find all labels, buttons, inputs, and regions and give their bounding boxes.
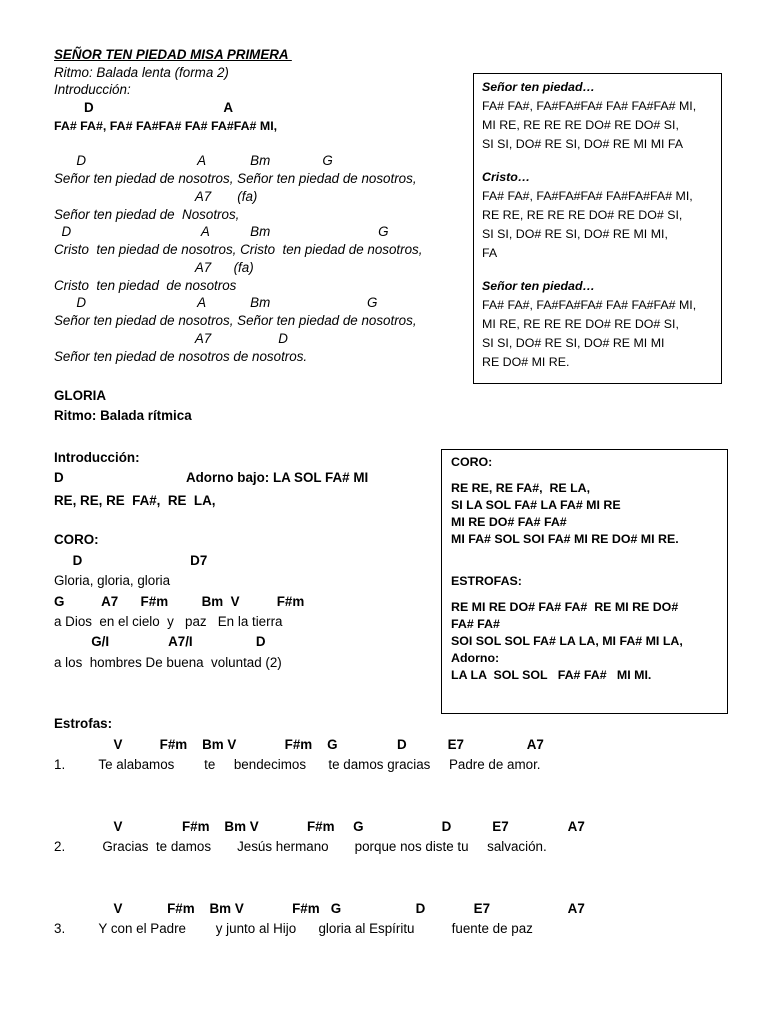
box1-line: FA# FA#, FA#FA#FA# FA# FA#FA# MI, bbox=[482, 99, 697, 113]
box2-coro-line: MI FA# SOL SOI FA# MI RE DO# MI RE. bbox=[451, 532, 679, 546]
box2-coro-line: MI RE DO# FA# FA# bbox=[451, 515, 567, 529]
box1-heading: Cristo… bbox=[482, 170, 531, 184]
box2-estrofas-heading: ESTROFAS: bbox=[451, 574, 522, 588]
gloria-estrofas-label: Estrofas: bbox=[54, 716, 113, 731]
box1-line: RE RE, RE RE RE DO# RE DO# SI, bbox=[482, 208, 683, 222]
box1-line: FA bbox=[482, 246, 498, 260]
chord-line: D A Bm G bbox=[54, 153, 333, 168]
verse-lyrics: 1. Te alabamos te bendecimos te damos gracias Padre de amor. bbox=[54, 757, 541, 772]
gloria-intro-chords: D Adorno bajo: LA SOL FA# MI bbox=[54, 470, 369, 485]
senor-intro-notes: FA# FA#, FA# FA#FA# FA# FA#FA# MI, bbox=[54, 119, 278, 133]
senor-intro-label: Introducción: bbox=[54, 82, 131, 97]
box1-line: SI SI, DO# RE SI, DO# RE MI MI bbox=[482, 336, 665, 350]
lyric-line: a los hombres De buena voluntad (2) bbox=[54, 655, 282, 670]
lyric-line: Cristo ten piedad de nosotros bbox=[54, 278, 237, 293]
gloria-ritmo: Ritmo: Balada rítmica bbox=[54, 408, 192, 423]
senor-intro-chords: D A bbox=[84, 100, 234, 115]
box1-line: FA# FA#, FA#FA#FA# FA# FA#FA# MI, bbox=[482, 298, 697, 312]
lyric-line: Señor ten piedad de nosotros de nosotros. bbox=[54, 349, 308, 364]
lyric-line: Señor ten piedad de Nosotros, bbox=[54, 207, 240, 222]
lyric-line: Señor ten piedad de nosotros, Señor ten piedad de nosotros, bbox=[54, 313, 417, 328]
chord-line: G A7 F#m Bm V F#m bbox=[54, 594, 305, 609]
box1-line: MI RE, RE RE RE DO# RE DO# SI, bbox=[482, 118, 679, 132]
box1-line: MI RE, RE RE RE DO# RE DO# SI, bbox=[482, 317, 679, 331]
chord-line: A7 (fa) bbox=[54, 189, 258, 204]
box2-estrofas-line: RE MI RE DO# FA# FA# RE MI RE DO# bbox=[451, 600, 679, 614]
box2-estrofas-line: Adorno: bbox=[451, 651, 500, 665]
box2-estrofas-line: SOI SOL SOL FA# LA LA, MI FA# MI LA, bbox=[451, 634, 683, 648]
lyric-line: a Dios en el cielo y paz En la tierra bbox=[54, 614, 283, 629]
box2-coro-heading: CORO: bbox=[451, 455, 493, 469]
box2-estrofas-line: LA LA SOL SOL FA# FA# MI MI. bbox=[451, 668, 652, 682]
verse-chords: V F#m Bm V F#m G D E7 A7 bbox=[54, 737, 544, 752]
box1-heading: Señor ten piedad… bbox=[482, 279, 595, 293]
senor-notes-box bbox=[473, 73, 722, 384]
verse-lyrics: 3. Y con el Padre y junto al Hijo gloria al Espíritu fuente de paz bbox=[54, 921, 533, 936]
box1-line: FA# FA#, FA#FA#FA# FA#FA#FA# MI, bbox=[482, 189, 693, 203]
chord-line: D A Bm G bbox=[54, 224, 389, 239]
gloria-title: GLORIA bbox=[54, 388, 107, 403]
lyric-line: Señor ten piedad de nosotros, Señor ten piedad de nosotros, bbox=[54, 171, 417, 186]
box1-line: RE DO# MI RE. bbox=[482, 355, 570, 369]
chord-line: D D7 bbox=[54, 553, 208, 568]
verse-lyrics: 2. Gracias te damos Jesús hermano porque nos diste tu salvación. bbox=[54, 839, 547, 854]
gloria-notes-box bbox=[441, 449, 728, 714]
senor-ritmo: Ritmo: Balada lenta (forma 2) bbox=[54, 65, 229, 80]
senor-title: SEÑOR TEN PIEDAD MISA PRIMERA bbox=[54, 47, 292, 62]
verse-chords: V F#m Bm V F#m G D E7 A7 bbox=[54, 901, 585, 916]
box1-line: SI SI, DO# RE SI, DO# RE MI MI, bbox=[482, 227, 668, 241]
box2-estrofas-line: FA# FA# bbox=[451, 617, 500, 631]
lyric-line: Gloria, gloria, gloria bbox=[54, 573, 171, 588]
gloria-intro-label: Introducción: bbox=[54, 450, 140, 465]
box2-coro-line: RE RE, RE FA#, RE LA, bbox=[451, 481, 591, 495]
lyric-line: Cristo ten piedad de nosotros, Cristo ten piedad de nosotros, bbox=[54, 242, 423, 257]
box1-heading: Señor ten piedad… bbox=[482, 80, 595, 94]
gloria-intro-notes: RE, RE, RE FA#, RE LA, bbox=[54, 493, 216, 508]
chord-line: A7 (fa) bbox=[54, 260, 254, 275]
verse-chords: V F#m Bm V F#m G D E7 A7 bbox=[54, 819, 585, 834]
gloria-coro-label: CORO: bbox=[54, 532, 99, 547]
chord-line: D A Bm G bbox=[54, 295, 378, 310]
chord-line: G/I A7/I D bbox=[54, 634, 266, 649]
box1-line: SI SI, DO# RE SI, DO# RE MI MI FA bbox=[482, 137, 684, 151]
chord-line: A7 D bbox=[54, 331, 288, 346]
box2-coro-line: SI LA SOL FA# LA FA# MI RE bbox=[451, 498, 621, 512]
